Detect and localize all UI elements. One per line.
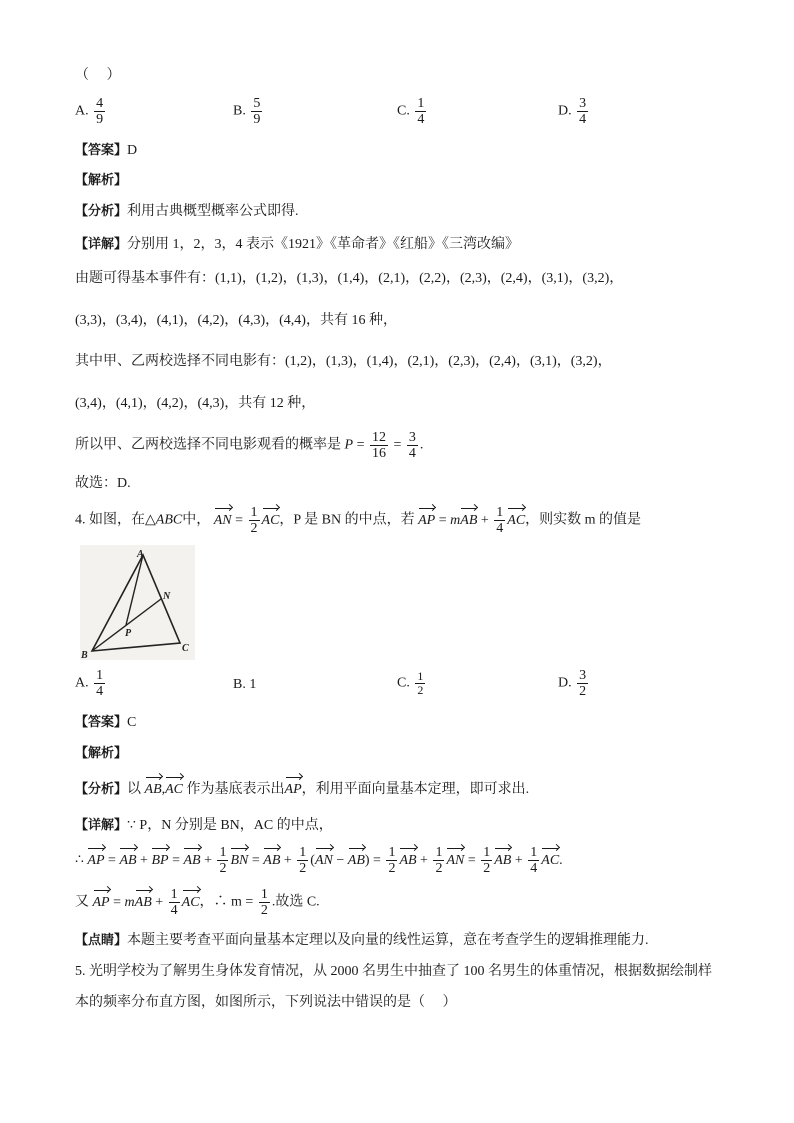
- q3-option-c: [397, 96, 428, 127]
- probability-prefix: 所以甲、乙两校选择不同电影观看的概率是: [75, 437, 341, 453]
- option-label: B.: [233, 677, 246, 692]
- stem-formula-an: AN = $\frac{1}{2}$ AC: [213, 505, 280, 536]
- xiangjie-text: 分别用 1，2，3，4 表示《1921》《革命者》《红船》《三湾改编》: [127, 237, 520, 252]
- therefore-symbol: ∴: [75, 852, 84, 868]
- stem-text-b: 中，: [182, 512, 211, 528]
- you-text: 又: [75, 894, 89, 910]
- q3-option-b: [233, 96, 264, 127]
- q4-stem: [75, 505, 641, 536]
- fenxi-tag: 【分析】: [75, 782, 128, 797]
- answer-value: C: [127, 715, 137, 730]
- option-label: A.: [75, 103, 89, 119]
- stem-triangle: △ABC: [145, 512, 183, 528]
- you-formula: AP = mAB + $\frac{1}{4}$ AC: [92, 887, 200, 918]
- answer-tag: 【答案】: [75, 715, 128, 730]
- q4-option-b: [233, 677, 256, 693]
- q3-xiangjie: [75, 236, 519, 254]
- option-fraction: $\frac{1}{4}$: [96, 668, 104, 699]
- fenxi-vector-ap: AP: [284, 782, 302, 797]
- q4-option-c: [397, 670, 427, 697]
- dianjing-text: 本题主要考查平面向量基本定理以及向量的线性运算，意在考查学生的逻辑推理能力.: [127, 933, 649, 948]
- q3-events-line2: (3,3)，(3,4)，(4,1)，(4,2)，(4,3)，(4,4)，共有 16 种，: [75, 313, 397, 328]
- xiangjie-tag: 【详解】: [75, 237, 128, 252]
- derivation-formula: AP = AB + BP = AB + $\frac{1}{2}$ BN = AB + $\frac{1}{2}$ (AN − AB) = $\frac{1}{2}$ AB + $\frac{1}{2}$ AN = $\frac{1}{2}$ AB + $\frac{1}{4}$ AC.: [87, 845, 563, 876]
- you-end: .故选 C.: [271, 894, 320, 910]
- q4-analysis-tag: 【解析】: [75, 746, 128, 761]
- q5-line1: 5. 光明学校为了解男生身体发育情况，从 2000 名男生中抽查了 100 名男生的体重情况，根据数据绘制样: [75, 964, 712, 979]
- fenxi-tag: 【分析】: [75, 204, 128, 219]
- xiangjie-tag: 【详解】: [75, 818, 128, 833]
- stem-text-a: 4. 如图，在: [75, 512, 145, 528]
- q3-events-line1: 由题可得基本事件有：(1,1)，(1,2)，(1,3)，(1,4)，(2,1)，(2,2)，(2,3)，(2,4)，(3,1)，(3,2)，: [75, 271, 624, 286]
- fenxi-text-b: 作为基底表示出: [186, 782, 285, 797]
- q3-probability: 所以甲、乙两校选择不同电影观看的概率是 P = $\frac{12}{16}$ = $\frac{3}{4}$ .: [75, 430, 424, 461]
- q3-fenxi: [75, 203, 299, 221]
- stem-formula-ap: AP = mAB + $\frac{1}{4}$ AC: [418, 505, 526, 536]
- fenxi-text: 利用古典概型概率公式即得.: [127, 204, 299, 219]
- option-fraction: $\frac{4}{9}$: [96, 96, 104, 127]
- answer-value: D: [127, 143, 138, 158]
- label-b: B: [81, 650, 88, 660]
- q3-diff-line1: 其中甲、乙两校选择不同电影有：(1,2)，(1,3)，(1,4)，(2,1)，(2,3)，(2,4)，(3,1)，(3,2)，: [75, 354, 612, 369]
- q4-answer: [75, 714, 136, 732]
- dianjing-tag: 【点睛】: [75, 933, 128, 948]
- option-fraction: $\frac{3}{4}$: [579, 96, 587, 127]
- option-label: A.: [75, 675, 89, 691]
- fenxi-text-c: ，利用平面向量基本定理，即可求出.: [301, 782, 530, 797]
- answer-tag: 【答案】: [75, 143, 128, 158]
- q4-fenxi: [75, 781, 529, 799]
- option-value: 1: [249, 677, 257, 692]
- option-fraction: $\frac{5}{9}$: [253, 96, 261, 127]
- fenxi-text-a: 以: [127, 782, 142, 797]
- stem-text-d: ，则实数 m 的值是: [525, 512, 642, 528]
- option-fraction: $\frac{1}{2}$: [417, 669, 424, 697]
- q4-option-a: [75, 668, 107, 699]
- option-label: D.: [558, 675, 572, 691]
- option-label: D.: [558, 103, 572, 119]
- xiangjie-text: ∵ P，N 分别是 BN，AC 的中点，: [127, 818, 333, 833]
- m-value-fraction: $\frac{1}{2}$: [260, 887, 268, 918]
- label-p: P: [125, 628, 132, 639]
- q4-dianjing: [75, 932, 649, 950]
- probability-fraction-1: $\frac{12}{16}$: [371, 430, 386, 461]
- stem-text-c: ，P 是 BN 的中点，若: [279, 512, 415, 528]
- you-tail: ，∴ m =: [199, 894, 254, 910]
- q4-you: [75, 887, 320, 918]
- triangle-figure: [80, 545, 195, 660]
- q4-xiangjie: [75, 817, 333, 835]
- q3-analysis-tag: 【解析】: [75, 173, 128, 188]
- q4-derivation: [75, 845, 563, 876]
- option-fraction: $\frac{1}{4}$: [417, 96, 425, 127]
- q3-paren: （ ）: [75, 68, 121, 83]
- label-a: A: [137, 549, 144, 560]
- probability-symbol: P: [344, 437, 354, 453]
- option-label: C.: [397, 675, 410, 691]
- option-fraction: $\frac{3}{2}$: [579, 668, 587, 699]
- q5-line2: 本的频率分布直方图，如图所示，下列说法中错误的是（ ）: [75, 995, 457, 1010]
- option-label: C.: [397, 103, 410, 119]
- q3-option-a: [75, 96, 107, 127]
- q3-answer: [75, 142, 137, 160]
- label-n: N: [163, 591, 171, 602]
- fenxi-basis: AB,AC: [144, 782, 184, 797]
- q3-diff-line2: (3,4)，(4,1)，(4,2)，(4,3)，共有 12 种，: [75, 396, 316, 411]
- q3-conclusion: 故选：D.: [75, 476, 131, 491]
- probability-fraction-2: $\frac{3}{4}$: [408, 430, 416, 461]
- q4-option-d: [558, 668, 590, 699]
- option-label: B.: [233, 103, 246, 119]
- label-c: C: [182, 643, 189, 654]
- q3-option-d: [558, 96, 590, 127]
